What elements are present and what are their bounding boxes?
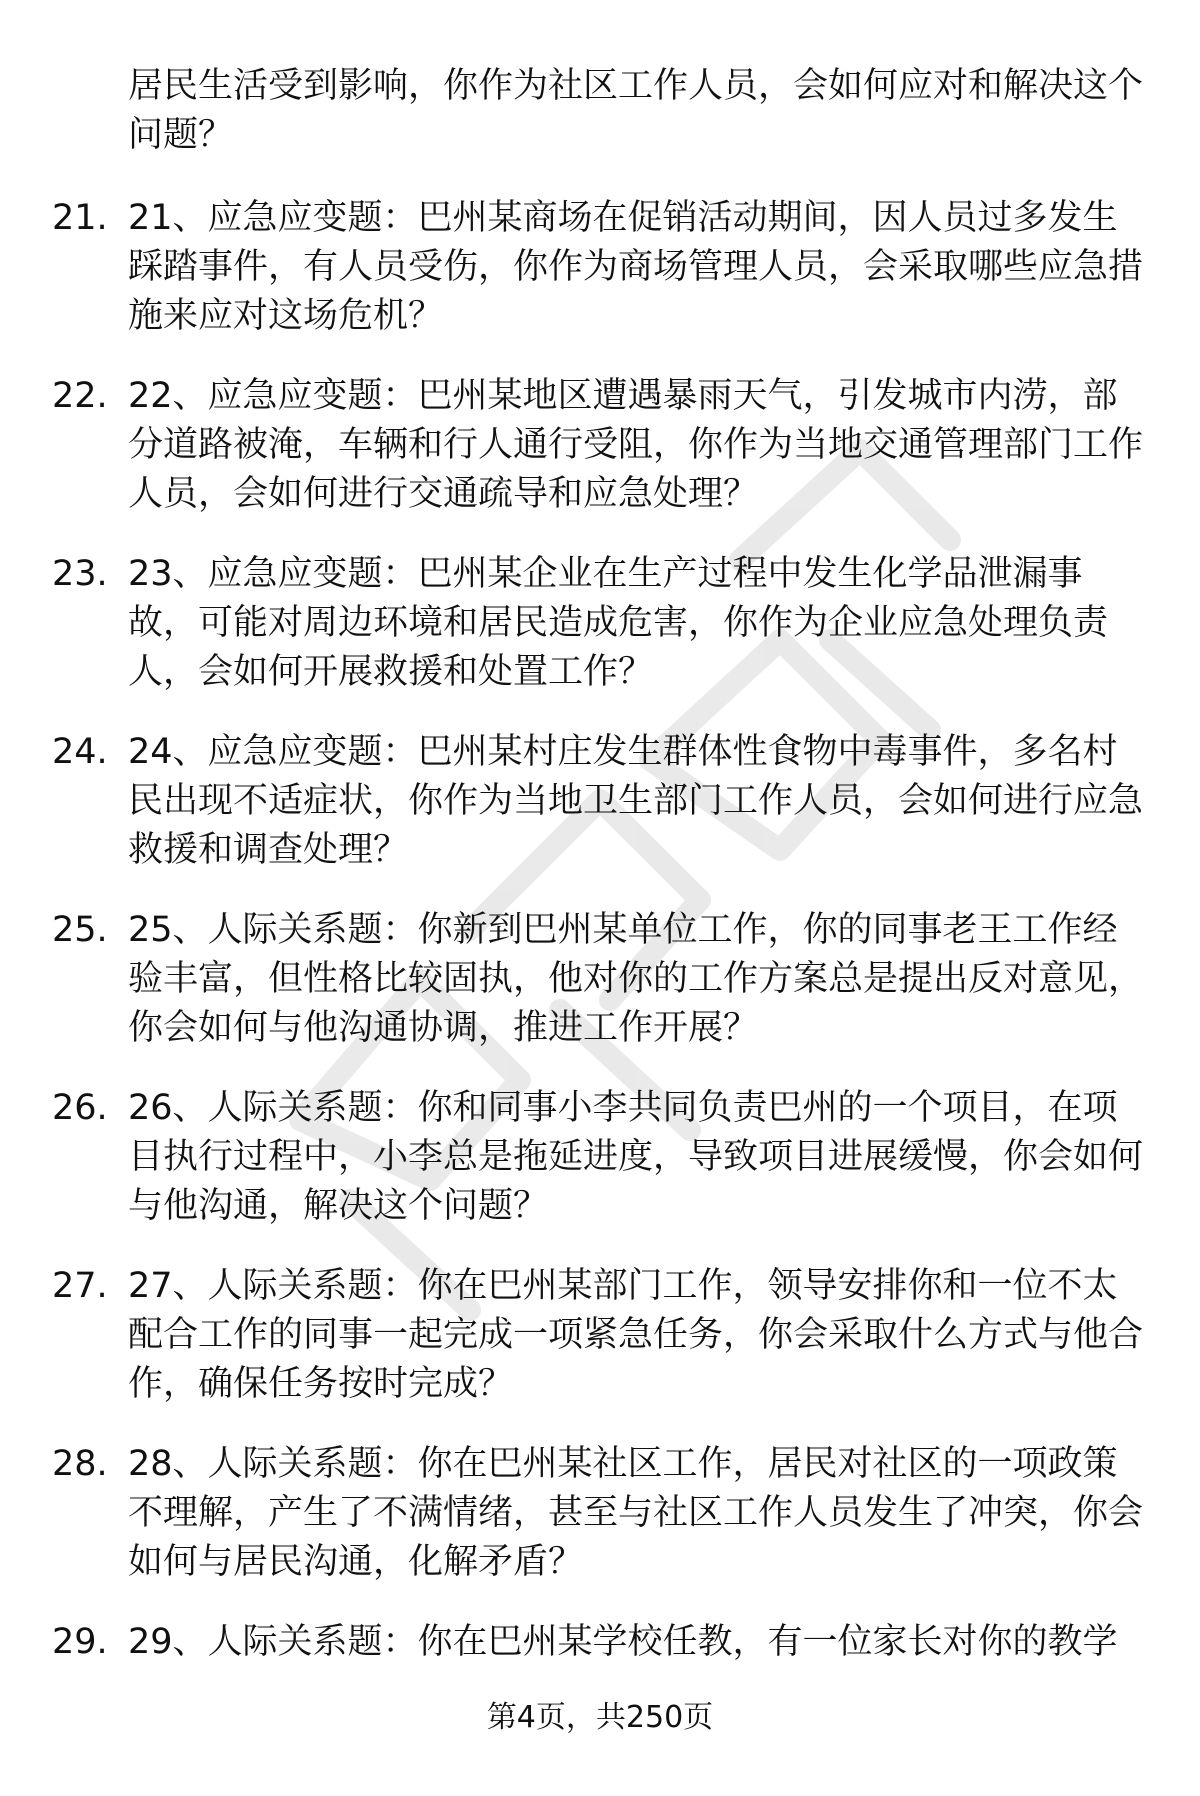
item-number: 21.	[52, 198, 108, 238]
item-text: 28、人际关系题：你在巴州某社区工作，居民对社区的一项政策不理解，产生了不满情绪，甚至与社区工作人员发生了冲突，你会如何与居民沟通，化解矛盾？	[128, 1444, 1144, 1582]
question-list	[0, 194, 1200, 1796]
item-number: 24.	[52, 732, 108, 772]
page-footer: 第4页，共250页	[486, 1700, 714, 1735]
item-number: 26.	[52, 1088, 108, 1128]
item-number: 22.	[52, 376, 108, 416]
list-item	[0, 906, 1200, 1084]
list-item	[0, 1084, 1200, 1262]
item-text: 24、应急应变题：巴州某村庄发生群体性食物中毒事件，多名村民出现不适症状，你作为当地卫生部门工作人员，会如何进行应急救援和调查处理？	[128, 732, 1144, 870]
list-item	[0, 194, 1200, 372]
continuation-paragraph: 居民生活受到影响，你作为社区工作人员，会如何应对和解决这个问题？	[128, 66, 1144, 155]
list-item	[0, 1440, 1200, 1618]
list-item	[0, 1262, 1200, 1440]
item-number: 25.	[52, 910, 108, 950]
item-text: 25、人际关系题：你新到巴州某单位工作，你的同事老王工作经验丰富，但性格比较固执，他对你的工作方案总是提出反对意见，你会如何与他沟通协调，推进工作开展？	[128, 910, 1144, 1048]
list-item	[0, 372, 1200, 550]
item-text: 22、应急应变题：巴州某地区遭遇暴雨天气，引发城市内涝，部分道路被淹，车辆和行人通行受阻，你作为当地交通管理部门工作人员，会如何进行交通疏导和应急处理？	[128, 376, 1144, 514]
item-text: 26、人际关系题：你和同事小李共同负责巴州的一个项目，在项目执行过程中，小李总是拖延进度，导致项目进展缓慢，你会如何与他沟通，解决这个问题？	[128, 1088, 1144, 1226]
item-number: 27.	[52, 1266, 108, 1306]
item-number: 29.	[52, 1622, 108, 1662]
list-item	[0, 550, 1200, 728]
item-number: 23.	[52, 554, 108, 594]
list-item	[0, 728, 1200, 906]
item-text: 29、人际关系题：你在巴州某学校任教，有一位家长对你的教学	[128, 1622, 1118, 1662]
item-text: 27、人际关系题：你在巴州某部门工作，领导安排你和一位不太配合工作的同事一起完成一项紧急任务，你会采取什么方式与他合作，确保任务按时完成？	[128, 1266, 1144, 1404]
item-number: 28.	[52, 1444, 108, 1484]
item-text: 23、应急应变题：巴州某企业在生产过程中发生化学品泄漏事故，可能对周边环境和居民造成危害，你作为企业应急处理负责人，会如何开展救援和处置工作？	[128, 554, 1109, 692]
item-text: 21、应急应变题：巴州某商场在促销活动期间，因人员过多发生踩踏事件，有人员受伤，你作为商场管理人员，会采取哪些应急措施来应对这场危机？	[128, 198, 1144, 336]
